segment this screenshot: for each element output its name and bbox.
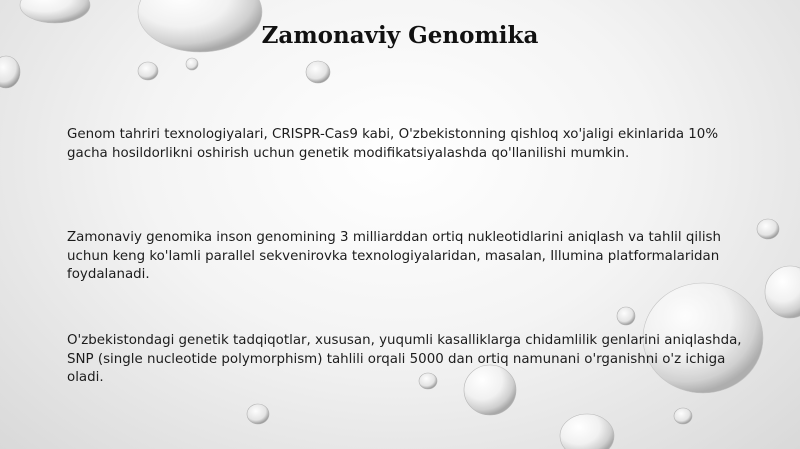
droplet	[138, 62, 158, 80]
droplet	[560, 414, 614, 449]
droplet	[306, 61, 330, 83]
paragraph-sequencing: Zamonaviy genomika inson genomining 3 milliarddan ortiq nukleotidlarini aniqlash va tahlil qilish uchun keng ko'lamli parallel sekvenirovka texnologiyalaridan, masalan, Illumina platformalaridan foydalanadi.	[67, 230, 721, 282]
droplet	[186, 58, 198, 70]
paragraph-snp-research: O'zbekistondagi genetik tadqiqotlar, xususan, yuqumli kasalliklarga chidamlilik genlarini aniqlashda, SNP (single nucleotide polymorphism) tahlili orqali 5000 dan ortiq namunani o'rganishni o'z ichiga oladi.	[67, 333, 742, 385]
slide-title: Zamonaviy Genomika	[261, 22, 539, 49]
droplet	[20, 0, 90, 23]
droplet	[757, 219, 779, 239]
droplet	[674, 408, 692, 424]
droplet	[247, 404, 269, 424]
droplet	[765, 266, 800, 318]
droplet	[617, 307, 635, 325]
droplet	[0, 56, 20, 88]
paragraph-genome-editing: Genom tahriri texnologiyalari, CRISPR-Cas9 kabi, O'zbekistonning qishloq xo'jaligi ekinlarida 10% gacha hosildorlikni oshirish uchun genetik modifikatsiyalashda qo'llanilishi mumkin.	[67, 127, 719, 161]
